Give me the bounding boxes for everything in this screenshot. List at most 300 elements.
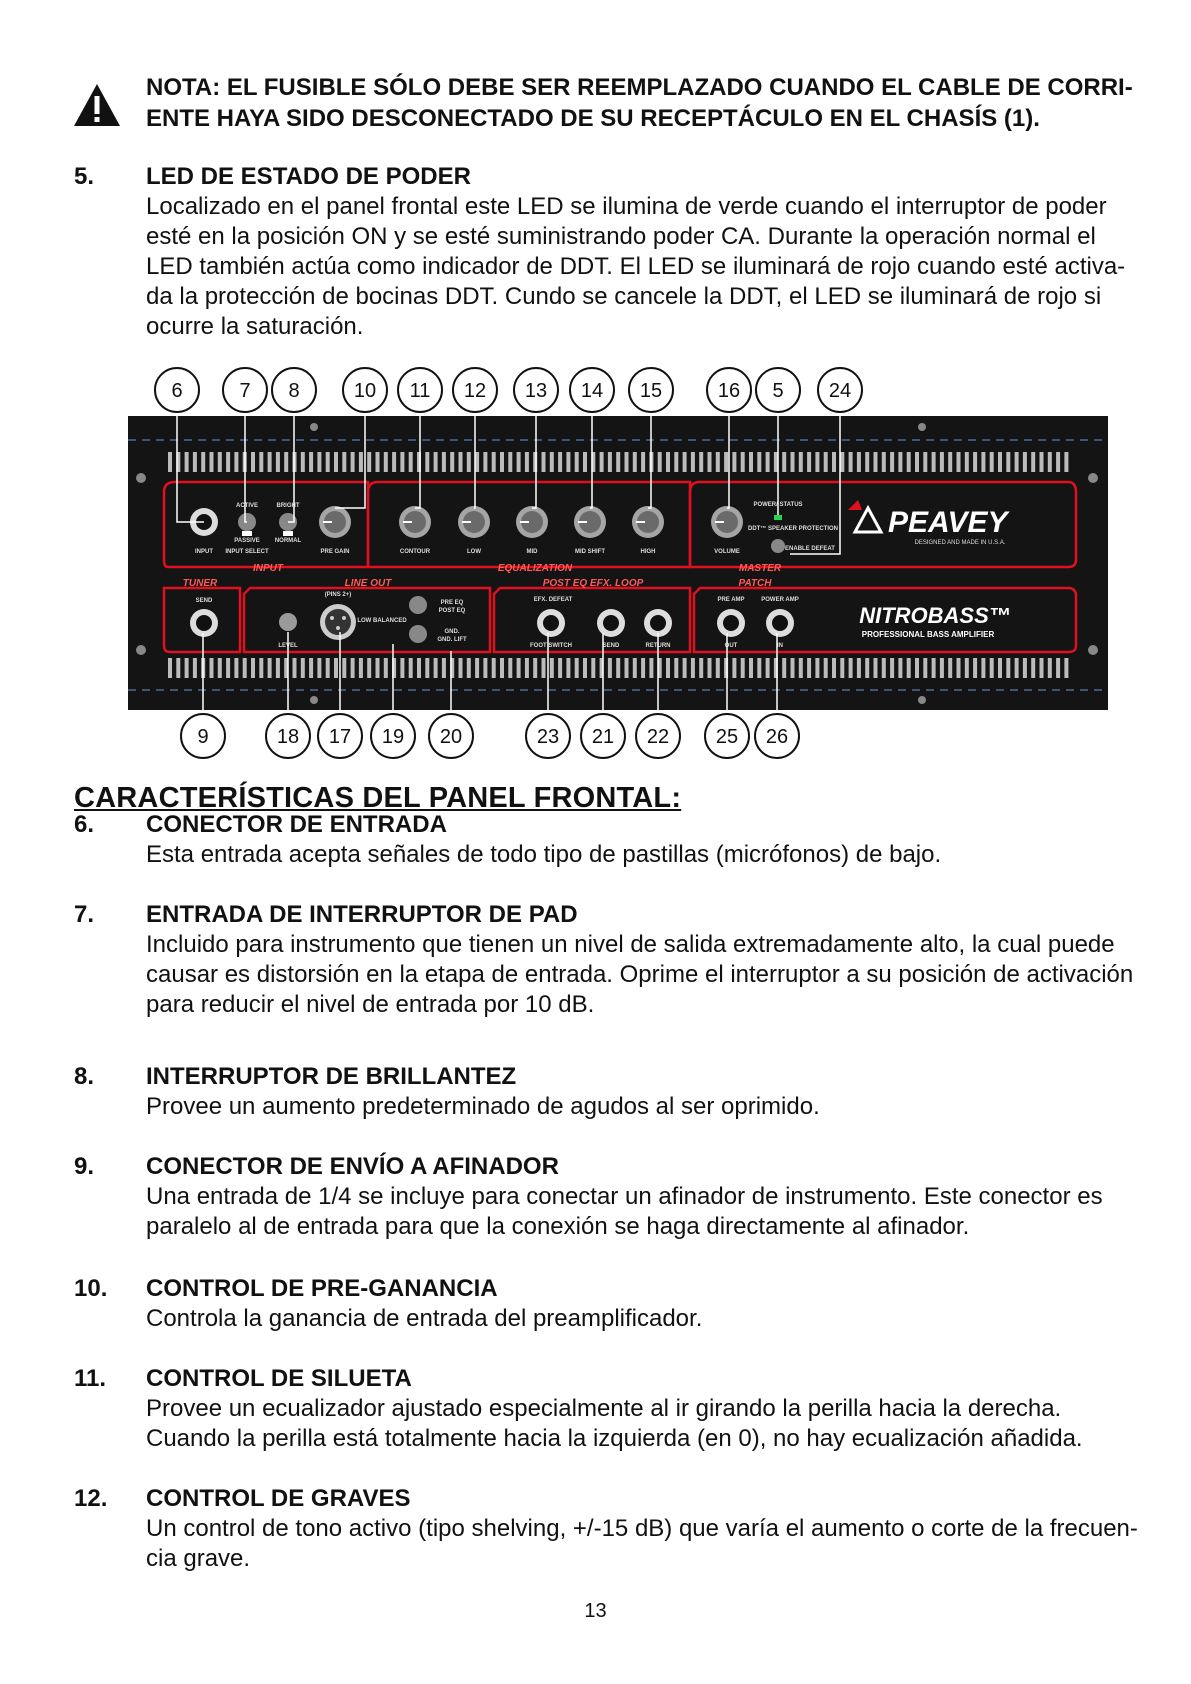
label-active: ACTIVE xyxy=(235,503,259,509)
vent-slot xyxy=(417,658,421,678)
vent-slot xyxy=(251,452,255,472)
svg-text:5: 5 xyxy=(772,380,784,402)
vent-slot xyxy=(915,452,919,472)
vent-slot xyxy=(616,658,620,678)
vent-slot xyxy=(575,452,579,472)
vent-slot xyxy=(658,452,662,472)
section-body xyxy=(146,1092,1154,1122)
vent-slot xyxy=(326,452,330,472)
vent-slot xyxy=(409,452,413,472)
vent-slot xyxy=(293,658,297,678)
callout-21 xyxy=(581,714,625,758)
svg-text:13: 13 xyxy=(524,380,548,402)
section-title: LED DE ESTADO DE PODER xyxy=(146,163,471,190)
section-body xyxy=(146,1514,1154,1574)
vent-slot xyxy=(724,452,728,472)
vent-slot xyxy=(907,452,911,472)
vent-slot xyxy=(218,452,222,472)
vent-slot xyxy=(608,452,612,472)
vent-slot xyxy=(234,658,238,678)
vent-slot xyxy=(334,658,338,678)
callout-14 xyxy=(570,368,614,412)
body-line: Incluido para instrumento que tienen un nivel de salida extremadamente alto, la cual puede xyxy=(146,931,1115,958)
vent-slot xyxy=(741,658,745,678)
svg-text:22: 22 xyxy=(646,726,670,748)
svg-text:6: 6 xyxy=(171,380,183,402)
vent-slot xyxy=(1006,658,1010,678)
vent-slot xyxy=(973,658,977,678)
warning-icon xyxy=(72,82,122,128)
label-low: LOW xyxy=(467,549,481,555)
vent-slot xyxy=(948,452,952,472)
label-efx-defeat: EFX. DEFEAT xyxy=(533,597,573,603)
svg-text:8: 8 xyxy=(288,380,300,402)
fuse-note xyxy=(146,72,1146,134)
vent-slot xyxy=(210,658,214,678)
callout-6 xyxy=(155,368,199,412)
vent-slot xyxy=(824,658,828,678)
vent-slot xyxy=(990,658,994,678)
vent-slot xyxy=(691,658,695,678)
label-mid-shift: MID SHIFT xyxy=(575,549,605,555)
vent-slot xyxy=(965,452,969,472)
vent-slot xyxy=(359,658,363,678)
vent-slot xyxy=(442,452,446,472)
svg-text:19: 19 xyxy=(381,726,405,748)
model-subtitle: PROFESSIONAL BASS AMPLIFIER xyxy=(861,630,995,639)
svg-text:17: 17 xyxy=(328,726,352,748)
brand-subtitle: DESIGNED AND MADE IN U.S.A. xyxy=(914,540,1006,546)
vent-slot xyxy=(732,658,736,678)
section-title: CONTROL DE PRE-GANANCIA xyxy=(146,1275,498,1302)
vent-slot xyxy=(791,658,795,678)
vent-slot xyxy=(500,658,504,678)
vent-slot xyxy=(583,658,587,678)
vent-slot xyxy=(326,658,330,678)
vent-slot xyxy=(890,452,894,472)
vent-slot xyxy=(185,452,189,472)
callout-16 xyxy=(707,368,751,412)
vent-slot xyxy=(957,658,961,678)
vent-slot xyxy=(882,452,886,472)
vent-slot xyxy=(1064,452,1068,472)
vent-slot xyxy=(185,658,189,678)
vent-slot xyxy=(674,452,678,472)
vent-slot xyxy=(782,658,786,678)
vent-slot xyxy=(616,452,620,472)
vent-slot xyxy=(1031,452,1035,472)
note-line-2: ENTE HAYA SIDO DESCONECTADO DE SU RECEPTÁCULO EN EL CHASÍS (1). xyxy=(146,105,1040,132)
vent-slot xyxy=(965,658,969,678)
section-body xyxy=(146,1182,1154,1242)
label-input: INPUT xyxy=(195,549,213,555)
svg-text:16: 16 xyxy=(717,380,741,402)
vent-slot xyxy=(791,452,795,472)
callout-17 xyxy=(318,714,362,758)
vent-slot xyxy=(550,452,554,472)
svg-text:14: 14 xyxy=(580,380,604,402)
section-body xyxy=(146,840,1154,870)
body-line: Un control de tono activo (tipo shelving, +/-15 dB) que varía el aumento o corte de la frecuen- xyxy=(146,1515,1138,1542)
vent-slot xyxy=(840,452,844,472)
section-6 xyxy=(74,810,1154,870)
label-out: OUT xyxy=(724,643,738,649)
vent-slot xyxy=(957,452,961,472)
vent-slot xyxy=(666,658,670,678)
vent-slot xyxy=(301,452,305,472)
vent-slot xyxy=(301,658,305,678)
vent-slot xyxy=(409,658,413,678)
vent-slot xyxy=(384,658,388,678)
svg-text:12: 12 xyxy=(463,380,487,402)
vent-slot xyxy=(625,658,629,678)
vent-slot xyxy=(815,452,819,472)
vent-slot xyxy=(674,658,678,678)
vent-slot xyxy=(998,658,1002,678)
label-post-eq: POST EQ xyxy=(438,608,466,614)
body-line: Una entrada de 1/4 se incluye para conectar un afinador de instrumento. Este conector es xyxy=(146,1183,1103,1210)
body-line: da la protección de bocinas DDT. Cundo se cancele la DDT, el LED se iluminará de rojo si xyxy=(146,283,1102,310)
vent-slot xyxy=(317,658,321,678)
label-pre-eq: PRE EQ xyxy=(440,600,464,606)
vent-slot xyxy=(666,452,670,472)
section-body xyxy=(146,1394,1154,1454)
vent-slot xyxy=(542,658,546,678)
front-panel-diagram xyxy=(0,360,1191,760)
vent-slot xyxy=(857,658,861,678)
vent-slot xyxy=(550,658,554,678)
vent-slot xyxy=(525,452,529,472)
vent-slot xyxy=(890,658,894,678)
vent-slot xyxy=(508,658,512,678)
section-title: INTERRUPTOR DE BRILLANTEZ xyxy=(146,1063,517,1090)
vent-slot xyxy=(1031,658,1035,678)
vent-slot xyxy=(459,452,463,472)
label-power-amp: POWER AMP xyxy=(761,597,799,603)
vent-slot xyxy=(276,452,280,472)
section-body xyxy=(146,192,1154,342)
vent-slot xyxy=(932,658,936,678)
vent-slot xyxy=(376,658,380,678)
vent-slot xyxy=(268,658,272,678)
vent-slot xyxy=(641,658,645,678)
vent-slot xyxy=(1023,452,1027,472)
vent-slot xyxy=(376,452,380,472)
vent-slot xyxy=(309,452,313,472)
vent-slot xyxy=(168,658,172,678)
callout-9 xyxy=(181,714,225,758)
body-line: esté en la posición ON y se esté suministrando poder CA. Durante la operación normal el xyxy=(146,223,1096,250)
vent-slot xyxy=(998,452,1002,472)
body-line: Provee un ecualizador ajustado especialmente al ir girando la perilla hacia la derecha. xyxy=(146,1395,1062,1422)
vent-slot xyxy=(948,658,952,678)
section-number: 11. xyxy=(74,1365,107,1392)
vent-slot xyxy=(898,658,902,678)
label-ddt: DDT™ SPEAKER PROTECTION xyxy=(747,526,839,532)
vent-slot xyxy=(683,658,687,678)
vent-slot xyxy=(517,658,521,678)
vent-slot xyxy=(425,452,429,472)
vent-slot xyxy=(226,452,230,472)
callout-7 xyxy=(223,368,267,412)
section-title: CONTROL DE GRAVES xyxy=(146,1485,411,1512)
vent-slot xyxy=(749,658,753,678)
front-panel-heading: CARACTERÍSTICAS DEL PANEL FRONTAL: xyxy=(74,782,682,814)
vent-slot xyxy=(766,658,770,678)
vent-slot xyxy=(699,658,703,678)
callout-13 xyxy=(514,368,558,412)
section-label-efx-loop: POST EQ EFX. LOOP xyxy=(542,578,644,589)
label-contour: CONTOUR xyxy=(399,549,431,555)
body-line: Cuando la perilla está totalmente hacia la izquierda (en 0), no hay ecualización añadida. xyxy=(146,1425,1083,1452)
vent-slot xyxy=(932,452,936,472)
vent-slot xyxy=(434,658,438,678)
vent-slot xyxy=(492,452,496,472)
body-line: Provee un aumento predeterminado de agudos al ser oprimido. xyxy=(146,1093,820,1120)
callout-22 xyxy=(636,714,680,758)
vent-slot xyxy=(874,452,878,472)
svg-text:10: 10 xyxy=(353,380,377,402)
vent-slot xyxy=(716,452,720,472)
section-number: 8. xyxy=(74,1063,95,1090)
section-number: 10. xyxy=(74,1275,108,1302)
vent-slot xyxy=(367,658,371,678)
section-number: 7. xyxy=(74,901,95,928)
vent-slot xyxy=(193,452,197,472)
body-line: ocurre la saturación. xyxy=(146,313,364,340)
vent-slot xyxy=(1023,658,1027,678)
label-foot-switch: FOOT SWITCH xyxy=(530,643,572,649)
vent-slot xyxy=(384,452,388,472)
callout-10 xyxy=(343,368,387,412)
section-9 xyxy=(74,1152,1154,1242)
vent-slot xyxy=(923,452,927,472)
vent-slot xyxy=(1056,452,1060,472)
vent-slot xyxy=(309,658,313,678)
vent-slot xyxy=(566,658,570,678)
vent-slot xyxy=(807,658,811,678)
vent-slot xyxy=(259,452,263,472)
vent-slot xyxy=(475,658,479,678)
vent-slot xyxy=(400,452,404,472)
vent-slot xyxy=(757,658,761,678)
vent-slot xyxy=(915,658,919,678)
callout-20 xyxy=(429,714,473,758)
vent-slot xyxy=(367,452,371,472)
section-number: 5. xyxy=(74,163,95,190)
vent-slot xyxy=(940,452,944,472)
label-input-select: INPUT SELECT xyxy=(225,549,269,555)
vent-slot xyxy=(392,452,396,472)
svg-text:15: 15 xyxy=(639,380,663,402)
label-gnd-lift: GND. LIFT xyxy=(437,637,467,643)
power-status-led xyxy=(774,515,782,520)
body-line: Esta entrada acepta señales de todo tipo de pastillas (micrófonos) de bajo. xyxy=(146,841,942,868)
callout-8 xyxy=(272,368,316,412)
label-enable-defeat: ENABLE DEFEAT xyxy=(785,546,835,552)
vent-slot xyxy=(882,658,886,678)
page-number: 13 xyxy=(584,1600,607,1622)
vent-slot xyxy=(351,658,355,678)
vent-slot xyxy=(251,658,255,678)
section-title: CONTROL DE SILUETA xyxy=(146,1365,412,1392)
body-line: Controla la ganancia de entrada del preamplificador. xyxy=(146,1305,703,1332)
label-efx-send: SEND xyxy=(602,643,620,649)
vent-slot xyxy=(1056,658,1060,678)
svg-text:9: 9 xyxy=(197,726,209,748)
svg-text:23: 23 xyxy=(536,726,560,748)
vent-slot xyxy=(849,658,853,678)
callout-19 xyxy=(371,714,415,758)
vent-slot xyxy=(907,658,911,678)
svg-text:24: 24 xyxy=(828,380,852,402)
vent-slot xyxy=(317,452,321,472)
vent-slot xyxy=(807,452,811,472)
vent-slot xyxy=(583,452,587,472)
vent-slot xyxy=(973,452,977,472)
label-bright: BRIGHT xyxy=(276,503,300,509)
label-in: IN xyxy=(777,643,783,649)
vent-slot xyxy=(824,452,828,472)
vent-slot xyxy=(633,452,637,472)
vent-slot xyxy=(483,658,487,678)
label-low-balanced: LOW BALANCED xyxy=(357,618,407,624)
section-12 xyxy=(74,1484,1154,1574)
label-volume: VOLUME xyxy=(714,549,740,555)
vent-slot xyxy=(1015,658,1019,678)
section-8 xyxy=(74,1062,1154,1122)
section-number: 6. xyxy=(74,811,95,838)
vent-slot xyxy=(641,452,645,472)
section-label-line-out: LINE OUT xyxy=(344,578,392,589)
vent-slot xyxy=(342,658,346,678)
vent-slot xyxy=(168,452,172,472)
label-mid: MID xyxy=(526,549,538,555)
vent-slot xyxy=(459,658,463,678)
svg-text:7: 7 xyxy=(239,380,251,402)
vent-slot xyxy=(284,452,288,472)
vent-slot xyxy=(201,452,205,472)
vent-slot xyxy=(749,452,753,472)
vent-slot xyxy=(981,452,985,472)
body-line: para reducir el nivel de entrada por 10 dB. xyxy=(146,991,595,1018)
section-title: CONECTOR DE ENTRADA xyxy=(146,811,447,838)
vent-slot xyxy=(708,658,712,678)
vent-slot xyxy=(708,452,712,472)
svg-text:20: 20 xyxy=(439,726,463,748)
svg-text:25: 25 xyxy=(715,726,739,748)
vent-slot xyxy=(500,452,504,472)
section-5 xyxy=(74,162,1154,342)
vent-slot xyxy=(649,658,653,678)
vent-slot xyxy=(492,658,496,678)
label-passive: PASSIVE xyxy=(234,538,260,544)
vent-slot xyxy=(1006,452,1010,472)
label-power-status: POWER/ STATUS xyxy=(753,502,803,508)
vent-slot xyxy=(193,658,197,678)
callout-26 xyxy=(755,714,799,758)
section-11 xyxy=(74,1364,1154,1454)
vent-slot xyxy=(483,452,487,472)
body-line: cia grave. xyxy=(146,1545,251,1572)
callout-15 xyxy=(629,368,673,412)
callout-11 xyxy=(398,368,442,412)
vent-slot xyxy=(234,452,238,472)
callouts-top xyxy=(155,368,862,412)
section-title: ENTRADA DE INTERRUPTOR DE PAD xyxy=(146,901,578,928)
callouts-bottom xyxy=(181,714,799,758)
label-high: HIGH xyxy=(640,549,656,555)
vent-slot xyxy=(334,452,338,472)
vent-slot xyxy=(799,452,803,472)
section-label-master: MASTER xyxy=(738,563,782,574)
vent-slot xyxy=(218,658,222,678)
vent-slot xyxy=(351,452,355,472)
vent-slot xyxy=(633,658,637,678)
callout-18 xyxy=(266,714,310,758)
vent-slot xyxy=(342,452,346,472)
label-normal: NORMAL xyxy=(274,538,302,544)
vent-slot xyxy=(608,658,612,678)
vent-slot xyxy=(268,452,272,472)
vent-slot xyxy=(940,658,944,678)
label-tuner-send: SEND xyxy=(195,598,213,604)
section-title: CONECTOR DE ENVÍO A AFINADOR xyxy=(146,1153,559,1180)
vent-slot xyxy=(799,658,803,678)
vent-slot xyxy=(1040,658,1044,678)
vent-slot xyxy=(425,658,429,678)
vent-slot xyxy=(815,658,819,678)
vent-slot xyxy=(467,658,471,678)
vent-slot xyxy=(600,452,604,472)
vent-slot xyxy=(741,452,745,472)
svg-text:26: 26 xyxy=(765,726,789,748)
vent-slot xyxy=(923,658,927,678)
section-label-input: INPUT xyxy=(253,563,283,574)
vent-slot xyxy=(625,452,629,472)
vent-slot xyxy=(732,452,736,472)
vent-slot xyxy=(442,658,446,678)
section-number: 9. xyxy=(74,1153,95,1180)
vent-slot xyxy=(558,452,562,472)
vent-slot xyxy=(874,658,878,678)
vent-slot xyxy=(467,452,471,472)
section-7 xyxy=(74,900,1154,1020)
label-return: RETURN xyxy=(645,643,671,649)
vent-slot xyxy=(1015,452,1019,472)
vent-slot xyxy=(757,452,761,472)
brand-name: PEAVEY xyxy=(888,506,1008,539)
vent-row-top xyxy=(168,452,1068,472)
body-line: causar es distorsión en la etapa de entrada. Oprime el interruptor a su posición de activación xyxy=(146,961,1134,988)
vent-slot xyxy=(525,658,529,678)
svg-text:11: 11 xyxy=(409,380,431,402)
section-number: 12. xyxy=(74,1485,108,1512)
vent-slot xyxy=(766,452,770,472)
vent-slot xyxy=(1064,658,1068,678)
vent-slot xyxy=(210,452,214,472)
vent-slot xyxy=(259,658,263,678)
vent-slot xyxy=(849,452,853,472)
callout-24 xyxy=(818,368,862,412)
vent-slot xyxy=(542,452,546,472)
section-body xyxy=(146,930,1154,1020)
callout-23 xyxy=(526,714,570,758)
vent-slot xyxy=(691,452,695,472)
svg-text:18: 18 xyxy=(276,726,300,748)
note-line-1: NOTA: EL FUSIBLE SÓLO DEBE SER REEMPLAZADO CUANDO EL CABLE DE CORRI- xyxy=(146,74,1133,101)
callout-12 xyxy=(453,368,497,412)
